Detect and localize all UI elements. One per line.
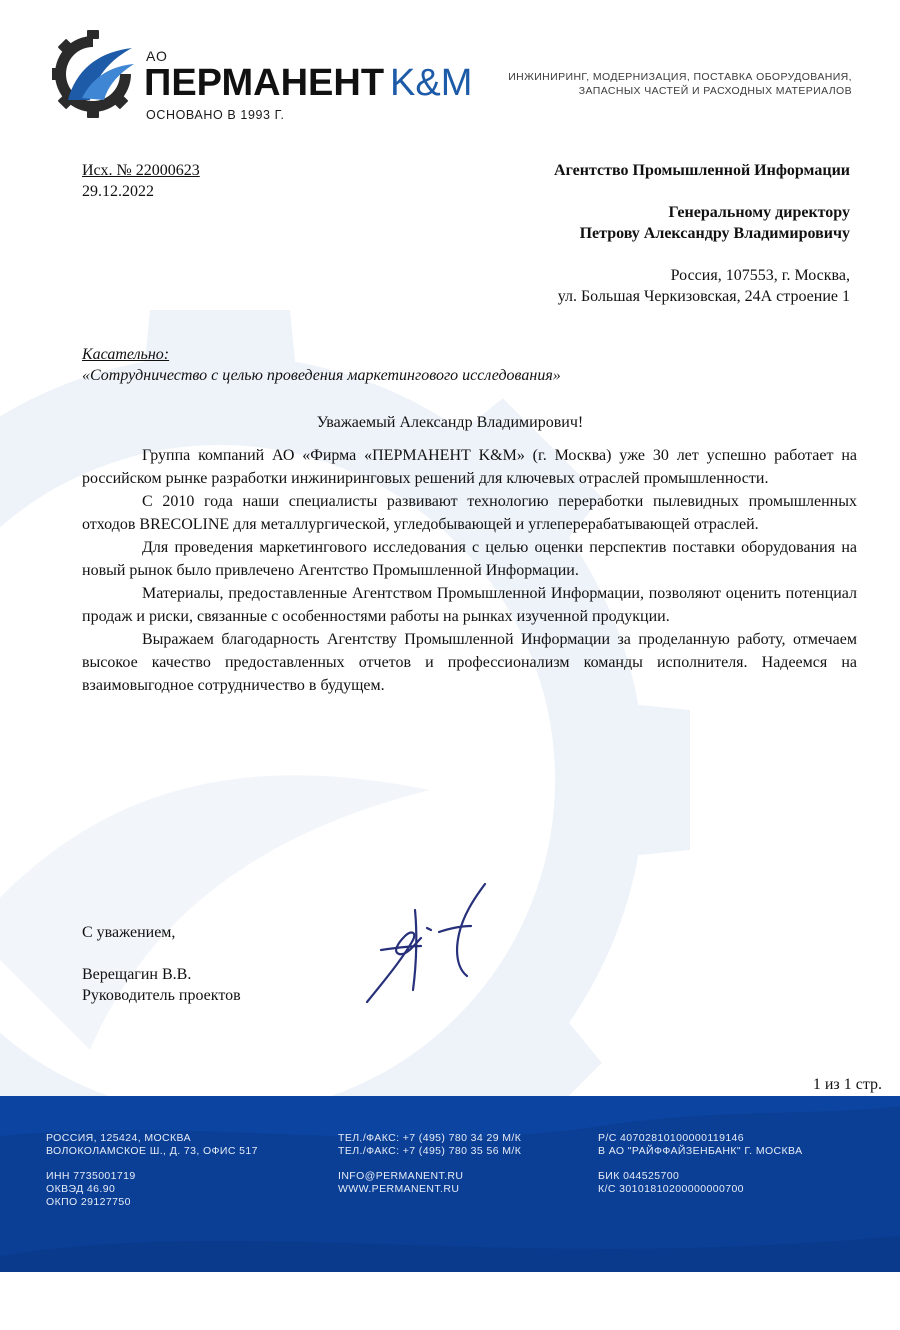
footer-contacts-column	[338, 1132, 521, 1196]
page-number: 1 из 1 стр.	[812, 1076, 882, 1093]
body-paragraph: Материалы, предоставленные Агентством Промышленной Информации, позволяют оценить потенциал продаж и риски, связанные с особенностями работы на рынках изученной продукции.	[82, 585, 857, 625]
tagline-line-1: ИНЖИНИРИНГ, МОДЕРНИЗАЦИЯ, ПОСТАВКА ОБОРУДОВАНИЯ,	[508, 71, 852, 83]
footer-corr-account: К/С 30101810200000000700	[598, 1183, 744, 1195]
signer-title: Руководитель проектов	[82, 987, 241, 1004]
tagline-line-2: ЗАПАСНЫХ ЧАСТЕЙ И РАСХОДНЫХ МАТЕРИАЛОВ	[578, 85, 852, 97]
letter-date: 29.12.2022	[82, 183, 154, 200]
greeting: Уважаемый Александр Владимирович!	[316, 414, 584, 431]
company-logo-name	[144, 63, 472, 103]
recipient-position: Генеральному директору	[668, 204, 850, 221]
footer-email-link[interactable]: INFO@PERMANENT.RU	[338, 1170, 464, 1182]
footer-bank-name: В АО "РАЙФФАЙЗЕНБАНК" Г. МОСКВА	[598, 1145, 803, 1157]
body-paragraph: Группа компаний АО «Фирма «ПЕРМАНЕНТ K&M» (г. Москва) уже 30 лет успешно работает на российском рынке разработки инжиниринговых решений для ключевых отраслей промышленности.	[82, 447, 858, 487]
outgoing-reference	[82, 160, 200, 202]
body-paragraph: С 2010 года наши специалисты развивают технологию переработки пылевидных промышленных отходов BRECOLINE для металлургической, угледобывающей и углеперерабатывающей отраслей.	[82, 493, 857, 533]
footer-address-line-1: РОССИЯ, 125424, МОСКВА	[46, 1132, 192, 1144]
recipient-address-line-1: Россия, 107553, г. Москва,	[670, 267, 850, 284]
footer-inn: ИНН 7735001719	[46, 1170, 136, 1182]
logo-founded: ОСНОВАНО В 1993 Г.	[146, 108, 285, 122]
signer-block	[82, 964, 241, 1006]
company-tagline	[508, 70, 852, 98]
footer	[0, 1096, 900, 1272]
footer-account: Р/С 40702810100000119146	[598, 1132, 745, 1144]
signer-name: Верещагин В.В.	[82, 966, 192, 983]
footer-bank-column	[598, 1132, 803, 1196]
recipient-block	[554, 160, 850, 307]
logo-ao: АО	[146, 48, 168, 64]
letter-body	[82, 444, 857, 697]
gear-swoosh-logo-icon	[52, 30, 134, 118]
recipient-name: Петрову Александру Владимировичу	[579, 225, 850, 242]
footer-bik: БИК 044525700	[598, 1170, 680, 1182]
subject-text: «Сотрудничество с целью проведения маркетингового исследования»	[82, 367, 561, 384]
subject-block	[82, 344, 561, 386]
footer-phone-2: ТЕЛ./ФАКС: +7 (495) 780 35 56 М/К	[338, 1145, 522, 1157]
recipient-organization: Агентство Промышленной Информации	[554, 162, 850, 179]
footer-website-link[interactable]: WWW.PERMANENT.RU	[338, 1183, 460, 1195]
closing-phrase: С уважением,	[82, 924, 176, 941]
footer-okpo: ОКПО 29127750	[46, 1196, 131, 1208]
subject-label: Касательно:	[82, 346, 170, 363]
logo-name-text: ПЕРМАНЕНТ	[144, 62, 385, 104]
body-paragraph: Выражаем благодарность Агентству Промышленной Информации за проделанную работу, отмечаем высокое качество предоставленных отчетов и профессионализм команды исполнителя. Надеемся на взаимовыгодное сотрудничество в будущем.	[82, 631, 857, 694]
handwritten-signature-icon	[355, 880, 495, 1010]
recipient-address-line-2: ул. Большая Черкизовская, 24А строение 1	[557, 288, 850, 305]
logo-km-text: K&M	[390, 62, 473, 104]
body-paragraph: Для проведения маркетингового исследования с целью оценки перспектив поставки оборудования на новый рынок было привлечено Агентство Промышленной Информации.	[82, 539, 857, 579]
footer-address-line-2: ВОЛОКОЛАМСКОЕ Ш., Д. 73, ОФИС 517	[46, 1145, 258, 1157]
footer-address-column	[46, 1132, 258, 1209]
outgoing-number: Исх. № 22000623	[82, 162, 200, 179]
footer-okved: ОКВЭД 46.90	[46, 1183, 116, 1195]
footer-phone-1: ТЕЛ./ФАКС: +7 (495) 780 34 29 М/К	[338, 1132, 522, 1144]
